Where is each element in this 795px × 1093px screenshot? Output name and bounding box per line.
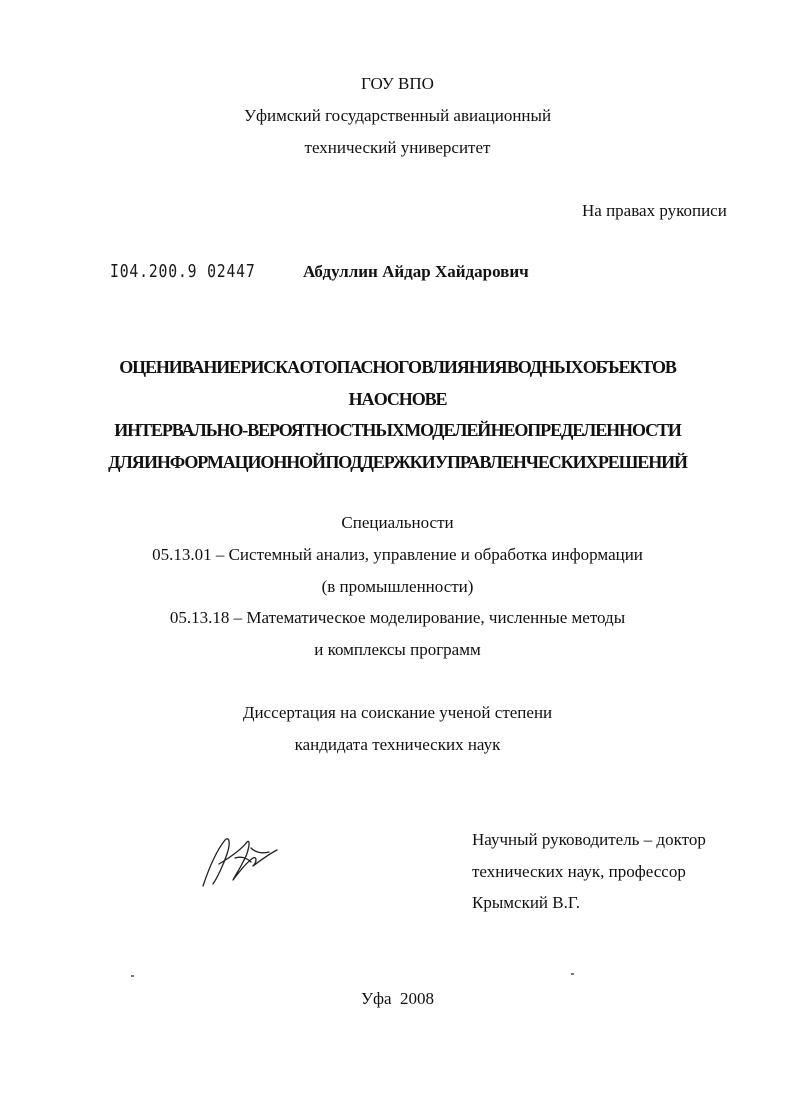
city-year: Уфа 2008 [360,989,435,1008]
supervisor-line-2: технических наук, профессор [472,862,686,881]
supervisor-signature [195,828,285,898]
university-name-line1: Уфимский государственный авиационный [243,106,552,125]
degree-line-1: Диссертация на соискание ученой степени [242,703,553,722]
title-line-4: ДЛЯ ИНФОРМАЦИОННОЙ ПОДДЕРЖКИ УПРАВЛЕНЧЕСКИХ РЕШЕНИЙ [108,452,687,472]
supervisor-line-3: Крымский В.Г. [472,893,581,912]
scan-speck [571,973,574,975]
manuscript-note: На правах рукописи [582,201,727,220]
author-name: Абдуллин Айдар Хайдарович [303,262,529,281]
org-type: ГОУ ВПО [361,74,434,93]
supervisor-line-1: Научный руководитель – доктор [472,830,706,849]
title-line-1: ОЦЕНИВАНИЕ РИСКА ОТ ОПАСНОГО ВЛИЯНИЯ ВОДНЫХ ОБЪЕКТОВ [119,357,676,377]
specialties-heading: Специальности [341,513,454,532]
university-name-line2: технический университет [304,138,491,157]
title-line-3: ИНТЕРВАЛЬНО-ВЕРОЯТНОСТНЫХ МОДЕЛЕЙ НЕОПРЕДЕЛЕННОСТИ [114,420,681,440]
degree-line-2: кандидата технических наук [294,735,501,754]
title-line-2: НА ОСНОВЕ [348,389,447,409]
scan-speck [131,975,134,977]
specialty-line-1: 05.13.01 – Системный анализ, управление и обработка информации [152,545,643,564]
specialty-line-3: 05.13.18 – Математическое моделирование, численные методы [169,608,626,627]
registration-stamp: I04.200.9 02447 [110,261,256,282]
specialty-line-2: (в промышленности) [321,577,474,596]
specialty-line-4: и комплексы программ [314,640,481,659]
